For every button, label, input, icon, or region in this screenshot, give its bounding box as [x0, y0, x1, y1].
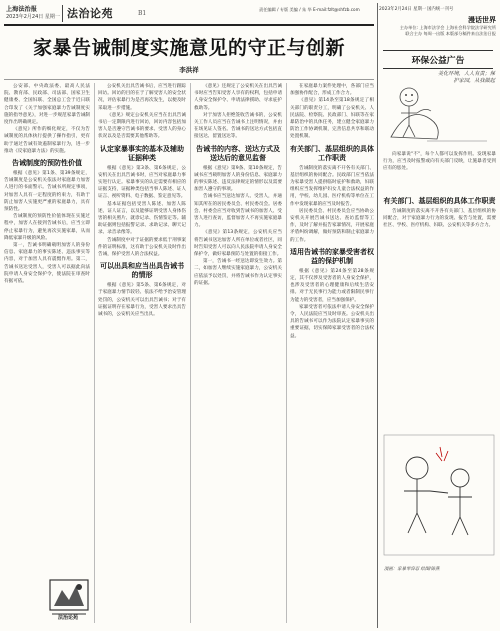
section-heading: 认定家暴事实的基本及辅助证据种类 [100, 143, 184, 162]
section-title: 法治论苑 [67, 7, 113, 20]
paragraph: 公安机关出具告诫书后，应当进行跟踪回访。回访的目的在于了解受害人的安全状况，评估家暴行为是否再次发生，以便及时采取进一步措施。 [98, 84, 186, 111]
paragraph: 根据《意见》第9条、第10条规定，告诫书应当载明加害人的身份信息、家庭暴力的事实陈述、违反法律规定的情形以及需要加害人遵守的事项。 [194, 165, 282, 193]
paragraph: 在家庭暴力案件处理中，各部门应当加强协作配合，形成工作合力。 [290, 84, 374, 97]
newspaper-page [4, 3, 496, 628]
paragraph: 家暴受害者可依法申请人身安全保护令，人民法院应当及时审查。公安机关出具的告诫书可以作为法院认定家暴事实的重要证据，切实保障家暴受害者的合法权益。 [290, 304, 374, 339]
masthead-rule [4, 24, 374, 26]
paragraph: 向家暴说"不"，每个人都可以发挥作用。发现家暴行为，应当及时报警或向有关部门反映，让施暴者受到应有的惩处。 [383, 152, 496, 172]
paragraph: 根据《意见》第1条、第39条规定，告诫制度是公安机关依法对家庭暴力加害人进行的书面警示。告诫书所规定事项，对加害人具有一定程度的约束力，有助于防止加害人实施更严重的家庭暴力，具有预防性。 [4, 171, 90, 213]
paragraph: 《意见》规定公安机关应当在出具告诫书后一定期限内进行回访，回访内容包括加害人是否遵守告诫书的要求、受害人的身心状况以及是否需要其他帮助等。 [98, 112, 186, 140]
paragraph: 告诫制度的落实离不开各有关部门、基层组织的协同配合，对于家庭暴力行为的发现、报告与处置，需要社区、学校、医疗机构、妇联、公安机关等多方合力。 [383, 209, 496, 229]
cartoon-caption: 漫画：家暴零容忍 绘图/陈燕 [384, 567, 440, 572]
paragraph: 根据《意见》第3条、第6条规定，公安机关在出具告诫书时，应当对家庭暴力事实进行认定。家暴事实的认定需要有相应的证据支持，证据种类包括当事人陈述、证人证言、视听资料、电子数据、鉴定意见等。 [98, 165, 186, 200]
sidebar-title: 漫话世界 [468, 16, 496, 24]
paragraph: 居民委员会、村民委员会应当协助公安机关开展告诫书送达、查访监督等工作，及时了解并报告家暴情况，开展家庭矛盾纠纷调解，做好预防和制止家庭暴力的工作。 [290, 208, 374, 243]
paragraph: 告诫制度的预防性价值体现在实施过程中，加害人在接到告诫书后，应当立即停止家暴行为，避免再次实施家暴，从而降低家暴升级的风险。 [4, 214, 90, 241]
article-headline: 家暴告诫制度实施意见的守正与创新 [32, 37, 345, 59]
page-code: B1 [138, 10, 147, 17]
paragraph: 《意见》第14条至第18条规定了相关部门的职责分工，明确了公安机关、人民法院、检察院、民政部门、妇联等在家暴防治中的具体任务，建立健全家庭暴力防治工作协调机制，完善信息共享和联动处置机制。 [290, 98, 374, 140]
paragraph: 告诫书应当送达加害人、受害人，并通知其所在的居民委员会、村民委员会。居委会、村委会应当对收到告诫书的加害人、受害人进行查访，监督加害人不再实施家庭暴力。 [194, 194, 282, 229]
issue-date: 2023年2月24日 星期一 [6, 14, 60, 20]
article-byline: 李洪祥 [179, 66, 199, 74]
sidebar-notes: 主办单位: 上海市法学会 上海社会科学院法学研究所 联合主办 每周一出版 本版部分稿件来自法治日报 [399, 25, 496, 36]
sidebar-text-b [383, 193, 496, 281]
section-heading: 可以出具和应当出具告诫书的情形 [100, 261, 184, 280]
editor-credits: 责任编辑 / 专版 美编 / 朱 华 E-mail:fzlt@shfzb.com [259, 7, 360, 12]
paragraph: 对于加害人拒绝签收告诫书的，公安机关工作人员应当在告诫书上注明情况，并由在场见证人签名。告诫书的送达方式包括直接送达、留置送达等。 [194, 112, 282, 140]
newspaper-brand: 上海法治报 [6, 6, 37, 13]
masthead-divider [62, 5, 63, 22]
column-divider [190, 83, 191, 623]
newspaper-logo-icon [48, 578, 90, 618]
article-column-1 [4, 83, 90, 571]
paragraph: 第一，告诫书一经送达即发生效力。第二，如加害人继续实施家庭暴力，公安机关应依法予以处罚，并将告诫书作为认定事实的证据。 [194, 259, 282, 286]
article-column-3 [194, 83, 282, 623]
paragraph: 《意见》第13条规定，公安机关应当将告诫书送达加害人所在单位或者社区，同时告知受害人可以向人民法院申请人身安全保护令，做好家暴预防与处置的衔接工作。 [194, 230, 282, 258]
section-heading: 有关部门、基层组织的具体工作职责 [383, 196, 496, 205]
sidebar-date: 2023年2月24日 星期一 [379, 7, 427, 12]
section-heading: 有关部门、基层组织的具体工作职责 [290, 143, 374, 162]
paragraph: 《意见》还规定了公安机关在出具告诫书时应当告知受害人享有的权利，包括申请人身安全保护令、申请法律援助、寻求庇护救助等。 [194, 84, 282, 111]
column-divider [286, 83, 287, 623]
ad-title: 环保公益广告 [383, 50, 493, 69]
section-heading: 告诫制度的预防性价值 [12, 158, 82, 168]
paragraph: 公安部、中央政法委、最高人民法院、教育部、民政部、司法部、国家卫生健康委、全国妇联、全国总工会于近日联合印发了《关于加强家庭暴力告诫制度实施的指导意见》，对进一步规范家暴告诫制度作出明确规定。 [4, 84, 90, 126]
logo-caption: 法治论苑 [57, 615, 78, 621]
sidebar-divider [377, 3, 378, 628]
paragraph: 告诫制度中对于证据的要求低于刑事案件的证明标准，这有助于公安机关及时作出告诫，保护受害人的合法权益。 [98, 237, 186, 258]
column-divider [94, 83, 95, 623]
paragraph: 告诫制度的落实离不开各有关部门、基层组织的协同配合。民政部门应当依法为家暴受害人提供临时庇护和救助，妇联组织应当发挥维护妇女儿童合法权益的作用，学校、幼儿园、医疗机构等单位在工作中发现家暴的应当及时报告。 [290, 165, 374, 207]
article-column-2 [98, 83, 186, 623]
paragraph: 根据《意见》第24条至第28条规定，其不仅涉及受害者的人身安全保护，也涉及受害者的心理健康和后续生活安排。对于无民事行为能力或者限制民事行为能力的受害者，应当加强保护。 [290, 268, 374, 303]
section-heading: 告诫书的内容、送达方式及送达后的意见监督 [196, 143, 280, 162]
paragraph: 根据《意见》第5条、第6条规定，对于家庭暴力情节较轻、依法不给予治安管理处罚的，公安机关可以出具告诫书；对于有证据证明存在家暴行为，受害人要求出具告诫书的，公安机关应当出具。 [98, 283, 186, 318]
ad-slogan: 美化环境，人人有责；保护家园，从我做起 [437, 71, 495, 84]
paragraph: 基本证据包括受害人陈述、加害人陈述、证人证言，以及能够证明受害人身体伤害的相关照片、就诊记录、伤情鉴定等。辅助证据则包括报警记录、求助记录、聊天记录、录音录像等。 [98, 201, 186, 236]
headline-rule [4, 79, 374, 80]
paragraph: 《意见》所作的细化规定，不仅为告诫制度的具体执行提供了操作指引，更有助于通过告诫有效遏制家暴行为，进一步推动《反家庭暴力法》的实施。 [4, 127, 90, 154]
sidebar-text-a [383, 151, 496, 191]
sidebar-registration: 国内统一刊号 [427, 7, 454, 12]
article-column-4 [290, 83, 374, 623]
domestic-violence-cartoon-icon [382, 433, 496, 563]
section-heading: 适用告诫书的家暴受害者权益的保护机制 [290, 246, 374, 265]
paragraph: 第一，告诫书明确载明加害人的身份信息、家庭暴力的事实陈述、违法事实等内容，对于加害人具有震慑作用。第二，告诫书送达受害人，受害人可以据此向法院申请人身安全保护令，使法院在审查时有据可依。 [4, 243, 90, 285]
